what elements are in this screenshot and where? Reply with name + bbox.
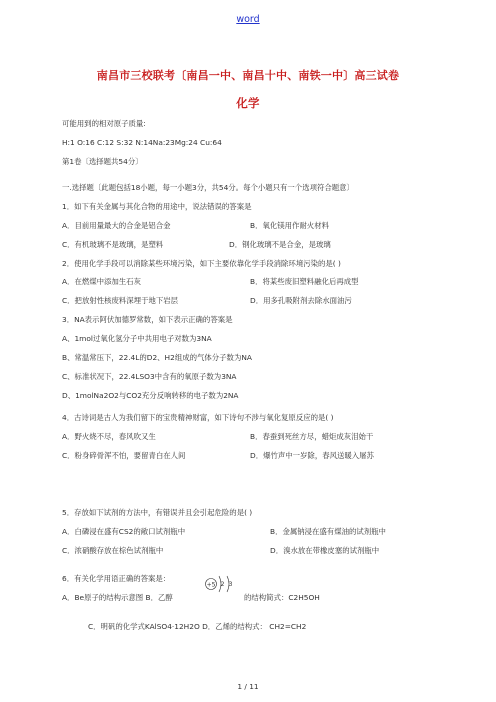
q3-option-c: C、标准状况下，22.4LSO3中含有的氧原子数为3NA — [62, 372, 237, 381]
q4-option-c: C．粉身碎骨浑不怕，要留青白在人间 — [62, 451, 186, 460]
section-heading: 第1卷〔选择题共54分〕 — [62, 157, 143, 166]
q2-option-d: D．用多孔吸附剂去除水面油污 — [250, 296, 352, 305]
q6-option-a-b: A．Be原子的结构示意图 B．乙醇 — [62, 593, 173, 602]
be-atom-structure-diagram — [204, 570, 238, 598]
header-word-link[interactable]: word — [236, 14, 260, 25]
question-3: 3．NA表示阿伏加德罗常数，如下表示正确的答案是 — [62, 315, 233, 324]
q4-option-d: D．爆竹声中一岁除，春风送暖入屠苏 — [250, 451, 374, 460]
q5-option-d: D．溴水放在带橡皮塞的试剂瓶中 — [270, 546, 380, 555]
shell1-electrons: 2 — [220, 581, 225, 588]
page-number: 1 / 11 — [237, 682, 259, 691]
q6-option-c-d: C．明矾的化学式KAlSO4·12H2O D．乙烯的结构式： CH2=CH2 — [88, 622, 307, 631]
q1-option-c: C．有机玻璃不是玻璃，是塑料 — [62, 240, 164, 249]
question-6: 6．有关化学用语正确的答案是： — [62, 574, 171, 583]
question-4: 4．古诗词是古人为我们留下的宝贵精神财富，如下诗句不涉与氧化复原反应的是( ) — [62, 413, 334, 422]
document-subject: 化学 — [236, 96, 260, 110]
atomic-mass-values: H:1 O:16 C:12 S:32 N:14Na:23Mg:24 Cu:64 — [62, 138, 222, 147]
q4-option-a: A．野火烧不尽，春风吹又生 — [62, 432, 156, 441]
q3-option-b: B、常温常压下，22.4L的D2、H2组成的气体分子数为NA — [62, 353, 252, 362]
q2-option-c: C．把放射性核废料深埋于地下岩层 — [62, 296, 179, 305]
q2-option-a: A．在燃煤中添加生石灰 — [62, 277, 141, 286]
q5-option-c: C．浓硝酸存放在棕色试剂瓶中 — [62, 546, 164, 555]
question-2: 2．使用化学手段可以消除某些环境污染，如下主要依靠化学手段消除环境污染的是( ) — [62, 259, 341, 268]
question-1: 1．如下有关金属与其化合物的用途中，说法错误的答案是 — [62, 202, 252, 211]
atomic-mass-label: 可能用到的相对原子质量: — [62, 119, 146, 128]
q1-option-a: A．目前用量最大的合金是铝合金 — [62, 221, 171, 230]
nucleus-charge: +5 — [206, 581, 216, 589]
q1-option-b: B．氧化镁用作耐火材料 — [250, 221, 329, 230]
q3-option-a: A、1mol过氧化氢分子中共用电子对数为3NA — [62, 334, 212, 343]
q2-option-b: B．将某些废旧塑料融化后再成型 — [250, 277, 359, 286]
q3-option-d: D、1molNa2O2与CO2充分反响转移的电子数为2NA — [62, 391, 239, 400]
instructions: 一.选择题〔此题包括18小题，每一小题3分，共54分。每个小题只有一个选项符合题意〕 — [62, 183, 354, 192]
q5-option-a: A．白磷浸在盛有CS2的敞口试剂瓶中 — [62, 527, 186, 536]
question-5: 5．存放如下试剂的方法中，有错误并且会引起危险的是( ) — [62, 508, 253, 517]
q5-option-b: B．金属钠浸在盛有煤油的试剂瓶中 — [270, 527, 386, 536]
q6-ethanol-formula: 的结构简式：C2H5OH — [244, 593, 320, 602]
shell2-electrons: 3 — [228, 581, 233, 588]
q1-option-d: D．钢化玻璃不是合金，是玻璃 — [229, 240, 331, 249]
document-title: 南昌市三校联考〔南昌一中、南昌十中、南铁一中〕高三试卷 — [96, 69, 400, 82]
q4-option-b: B．春蚕到死丝方尽，蜡炬成灰泪始干 — [250, 432, 374, 441]
